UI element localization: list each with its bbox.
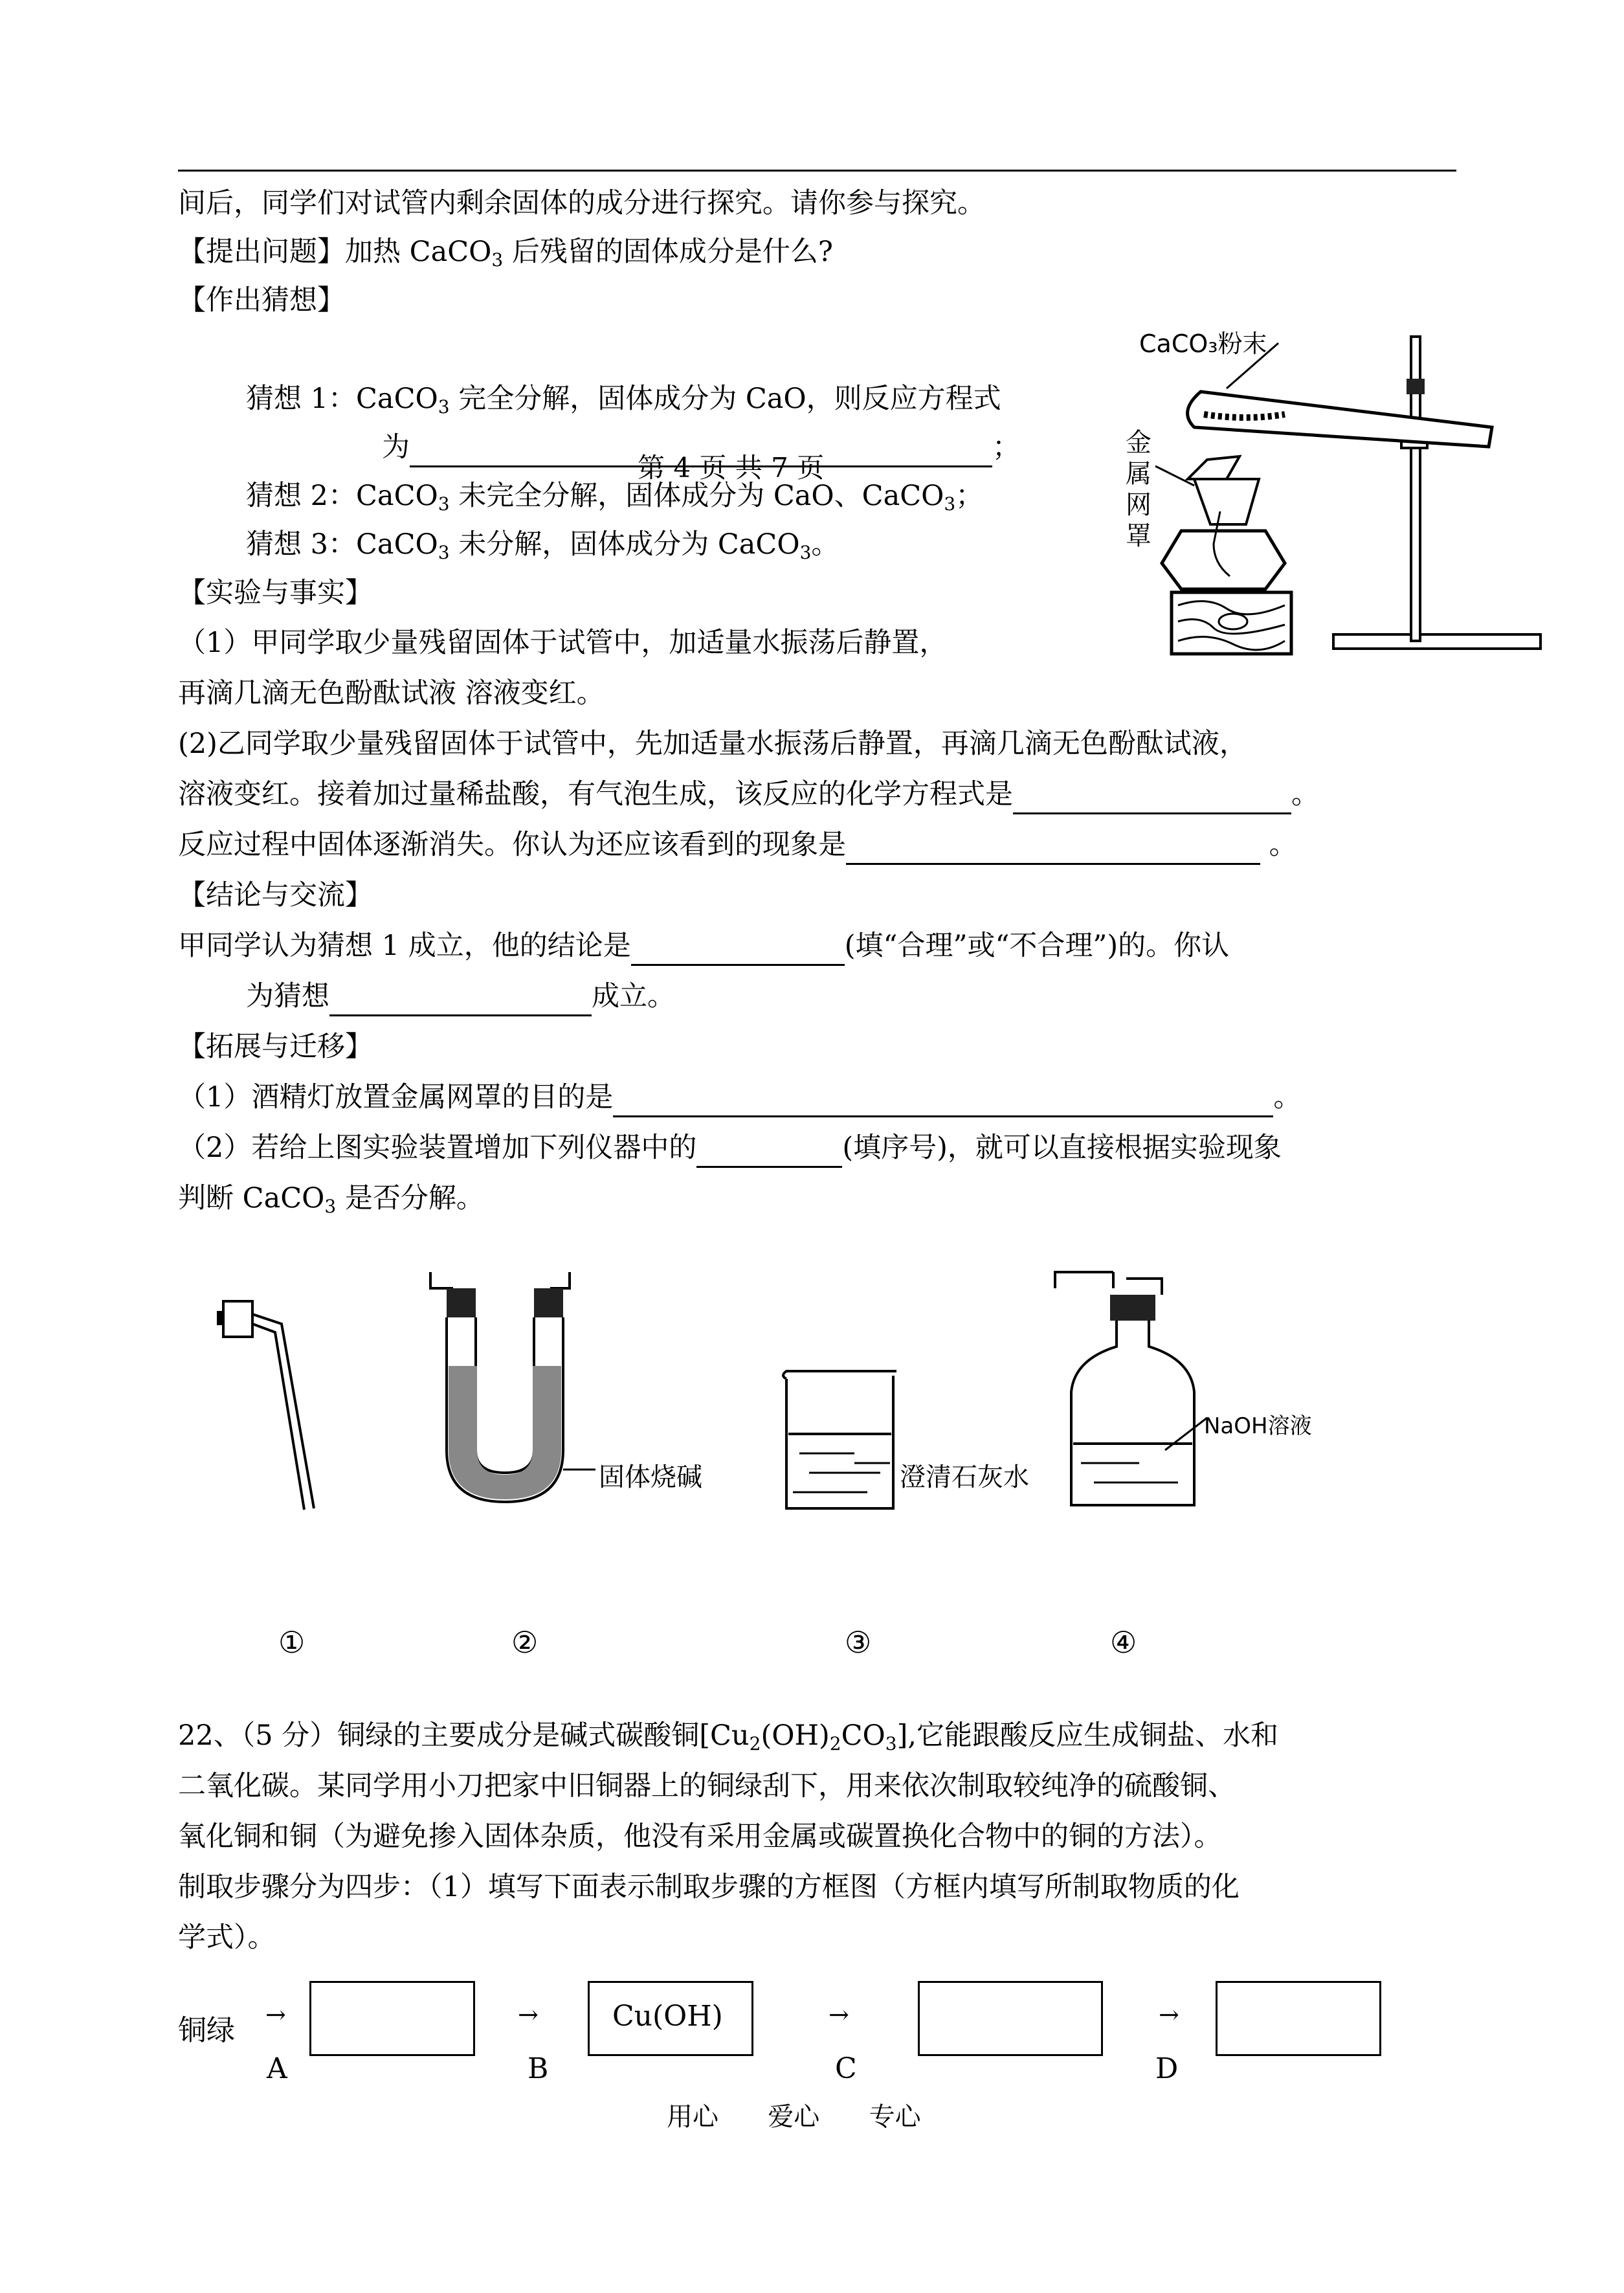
hypothesis-2: 猜想 2：CaCO$_3$ 未完全分解，固体成分为 CaO、CaCO$_3$； — [246, 480, 984, 515]
page-number: 第 4 页 共 7 页 — [638, 452, 825, 484]
experiment-2-line-1: (2)乙同学取少量残留固体于试管中，先加适量水振荡后静置，再滴几滴无色酚酞试液， — [178, 728, 1247, 760]
extension-2: （2）若给上图实验装置增加下列仪器中的 (填序号)，就可以直接根据实验现象 — [178, 1128, 1282, 1168]
experiment-heading: 【实验与事实】 — [178, 577, 373, 609]
flow-start-label: 铜绿 — [178, 2014, 235, 2047]
experiment-1-line-1: （1）甲同学取少量残留固体于试管中，加适量水振荡后静置， — [178, 627, 948, 659]
purpose-blank[interactable] — [613, 1086, 1273, 1117]
text-line-intro: 间后，同学们对试管内剩余固体的成分进行探究。请你参与探究。 — [178, 187, 985, 219]
label-metal-net: 金 属 网 罩 — [1126, 428, 1151, 551]
instrument-choice-blank[interactable] — [696, 1136, 842, 1168]
footer-slogan: 用心 爱心 专心 — [667, 2102, 921, 2132]
flow-box-3[interactable] — [918, 1981, 1103, 2056]
experiment-2-line-3: 反应过程中固体逐渐消失。你认为还应该看到的现象是 。 — [178, 825, 1297, 865]
conclusion-heading: 【结论与交流】 — [178, 879, 373, 912]
experiment-1-line-2: 再滴几滴无色酚酞试液 溶液变红。 — [178, 677, 605, 710]
q22-line-2: 二氧化碳。某同学用小刀把家中旧铜器上的铜绿刮下，用来依次制取较纯净的硫酸铜、 — [178, 1770, 1236, 1802]
extension-heading: 【拓展与迁移】 — [178, 1031, 373, 1063]
label-naoh-solution: NaOH溶液 — [1204, 1413, 1312, 1439]
q22-line-1: 22、（5 分）铜绿的主要成分是碱式碳酸铜$[Cu_2(OH)_2CO_3]$,它能跟酸反应生成铜盐、水和 — [178, 1719, 1279, 1754]
instrument-3-beaker — [783, 1371, 896, 1508]
flow-box-2 — [588, 1981, 753, 2056]
conclusion-line-2: 为猜想 成立。 — [246, 976, 675, 1016]
hypothesis-heading: 【作出猜想】 — [178, 284, 345, 317]
label-caco3-powder: CaCO₃粉末 — [1139, 330, 1267, 358]
instrument-number-4: ④ — [1110, 1625, 1137, 1660]
q22-line-3: 氧化铜和铜（为避免掺入固体杂质，他没有采用金属或碳置换化合物中的铜的方法）。 — [178, 1820, 1222, 1853]
extension-3: 判断 CaCO$_3$ 是否分解。 — [178, 1182, 484, 1217]
hypothesis-1: 猜想 1：CaCO$_3$ 完全分解，固体成分为 CaO，则反应方程式 — [246, 383, 1001, 418]
hypothesis-3: 猜想 3：CaCO$_3$ 未分解，固体成分为 CaCO$_3$。 — [246, 528, 840, 563]
q22-line-4: 制取步骤分为四步：（1）填写下面表示制取步骤的方框图（方框内填写所制取物质的化 — [178, 1871, 1240, 1903]
arrow-c: → — [829, 2000, 849, 2029]
instrument-number-1: ① — [278, 1625, 306, 1660]
arrow-a: → — [265, 2000, 286, 2029]
heating-apparatus-figure — [1117, 317, 1544, 660]
reasonable-blank[interactable] — [631, 934, 845, 966]
arrow-b: → — [518, 2000, 539, 2029]
flow-box-4[interactable] — [1216, 1981, 1381, 2056]
experiment-2-line-2: 溶液变红。接着加过量稀盐酸，有气泡生成，该反应的化学方程式是 。 — [178, 774, 1319, 814]
reaction-equation-blank[interactable] — [1013, 783, 1291, 814]
instrument-4-gas-bottle — [1055, 1272, 1207, 1505]
hypothesis-1-equation: 为 ； — [382, 427, 1020, 467]
instrument-2-u-tube — [430, 1272, 595, 1502]
instruments-figure — [207, 1262, 1307, 1534]
question-heading: 【提出问题】加热 CaCO$_3$ 后残留的固体成分是什么? — [178, 236, 833, 271]
step-label-c: C — [835, 2052, 857, 2085]
label-limewater: 澄清石灰水 — [900, 1462, 1029, 1492]
step-label-a: A — [267, 2052, 287, 2085]
step-label-b: B — [528, 2052, 549, 2085]
step-label-d: D — [1155, 2052, 1179, 2085]
flow-box-1[interactable] — [309, 1981, 475, 2056]
header-rule — [178, 170, 1456, 172]
arrow-d: → — [1159, 2000, 1179, 2029]
extension-1: （1）酒精灯放置金属网罩的目的是 。 — [178, 1077, 1301, 1117]
instrument-1-stopper-tube — [217, 1301, 314, 1510]
q22-line-5: 学式）。 — [178, 1921, 276, 1954]
flow-box-2-text: Cu(OH) — [612, 2000, 723, 2033]
conclusion-line-1: 甲同学认为猜想 1 成立，他的结论是 (填“合理”或“不合理”)的。你认 — [178, 926, 1229, 966]
label-solid-caustic-soda: 固体烧碱 — [599, 1462, 702, 1492]
instrument-number-3: ③ — [845, 1625, 872, 1660]
phenomenon-blank[interactable] — [846, 833, 1260, 865]
hypothesis-blank[interactable] — [329, 985, 592, 1016]
instrument-number-2: ② — [511, 1625, 539, 1660]
